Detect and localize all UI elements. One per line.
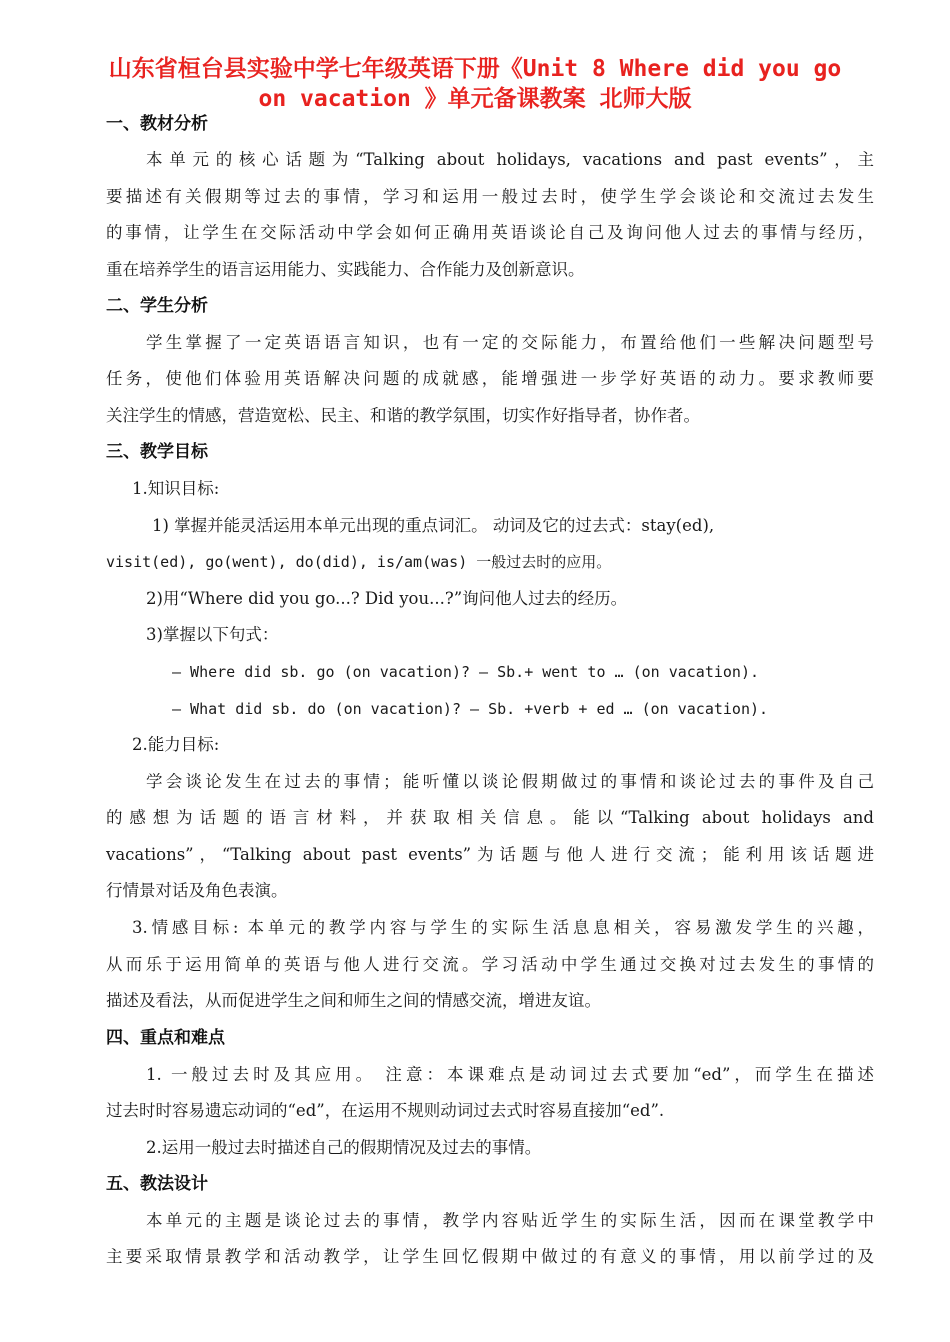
paragraph-line: 学生掌握了一定英语语言知识，也有一定的交际能力，布置给他们一些解决问题型号 [146,333,874,352]
subheading-ability: 2.能力目标: [132,735,220,754]
paragraph-line: 2.运用一般过去时描述自己的假期情况及过去的事情。 [146,1138,542,1157]
paragraph-line: 要描述有关假期等过去的事情，学习和运用一般过去时，使学生学会谈论和交流过去发生 [106,187,874,206]
section-heading-key-points: 四、重点和难点 [106,1028,225,1048]
document-title [60,54,890,114]
title-line-2: on vacation 》单元备课教案 北师大版 [258,86,692,112]
section-heading-students: 二、学生分析 [106,296,208,316]
paragraph-line: 过去时时容易遗忘动词的“ed”，在运用不规则动词过去式时容易直接加“ed”. [106,1101,665,1120]
sentence-pattern: — What did sb. do (on vacation)? — Sb. +verb + ed … (on vacation). [172,700,769,718]
paragraph-line: 描述及看法，从而促进学生之间和师生之间的情感交流，增进友谊。 [106,991,601,1010]
paragraph-line: visit(ed), go(went), do(did), is/am(was) 一般过去时的应用。 [106,553,612,571]
paragraph-line: 从而乐于运用简单的英语与他人进行交流。学习活动中学生通过交换对过去发生的事情的 [106,955,874,974]
paragraph-line: 2)用“Where did you go...? Did you...?”询问他人过去的经历。 [146,589,628,608]
section-heading-objectives: 三、教学目标 [106,442,208,462]
section-heading-materials: 一、教材分析 [106,114,208,134]
paragraph-line: 的感想为话题的语言材料，并获取相关信息。能以“Talking about holidays and [106,808,874,827]
paragraph-line: 重在培养学生的语言运用能力、实践能力、合作能力及创新意识。 [106,260,585,279]
paragraph-line: 主要采取情景教学和活动教学，让学生回忆假期中做过的有意义的事情，用以前学过的及 [106,1247,874,1266]
paragraph-line: 1. 一般过去时及其应用。 注意：本课难点是动词过去式要加“ed”，而学生在描述 [146,1065,874,1084]
paragraph-line: 行情景对话及角色表演。 [106,881,288,900]
sentence-pattern: — Where did sb. go (on vacation)? — Sb.+ went to … (on vacation). [172,663,759,681]
paragraph-line: 1) 掌握并能灵活运用本单元出现的重点词汇。 动词及它的过去式：stay(ed), [152,516,715,535]
section-heading-methods: 五、教法设计 [106,1174,208,1194]
paragraph-line: 关注学生的情感，营造宽松、民主、和谐的教学氛围，切实作好指导者，协作者。 [106,406,700,425]
paragraph-line: 3)掌握以下句式： [146,625,279,644]
paragraph-line: vacations”，“Talking about past events”为话题与他人进行交流；能利用该话题进 [106,845,874,864]
paragraph-line: 3.情感目标: 本单元的教学内容与学生的实际生活息息相关，容易激发学生的兴趣， [132,918,874,937]
title-line-1: 山东省桓台县实验中学七年级英语下册《Unit 8 Where did you go [108,56,842,82]
paragraph-line: 本单元的主题是谈论过去的事情，教学内容贴近学生的实际生活，因而在课堂教学中 [146,1211,874,1230]
paragraph-line: 本单元的核心话题为“Talking about holidays, vacations and past events”，主 [146,150,874,169]
paragraph-line: 学会谈论发生在过去的事情；能听懂以谈论假期做过的事情和谈论过去的事件及自己 [146,772,874,791]
paragraph-line: 任务，使他们体验用英语解决问题的成就感，能增强进一步学好英语的动力。要求教师要 [106,369,874,388]
subheading-knowledge: 1.知识目标: [132,479,220,498]
paragraph-line: 的事情，让学生在交际活动中学会如何正确用英语谈论自己及询问他人过去的事情与经历， [106,223,874,242]
